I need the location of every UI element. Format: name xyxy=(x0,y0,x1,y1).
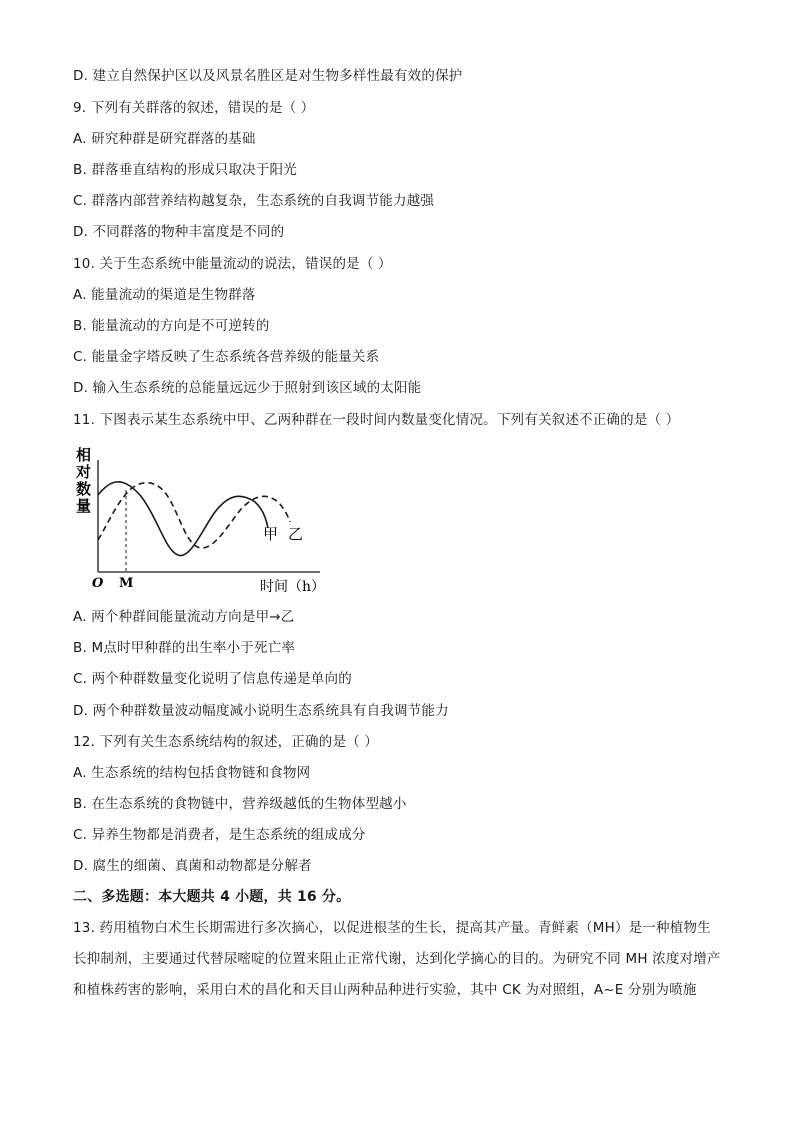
q13-stem: 13. 药用植物白术生长期需进行多次摘心，以促进根茎的生长，提高其产量。青鲜素（MH）是一种植物生长抑制剂，主要通过代替尿嘧啶的位置来阻止正常代谢，达到化学摘心的目的。为研究不同 MH 浓度对增产和植株药害的影响，采用白术的昌化和天目山两种品种进行实验，其中 CK 为对照组，A~E 分别为喷施 xyxy=(73,920,721,998)
q10-option-a: A. 能量流动的渠道是生物群落 xyxy=(73,287,256,303)
q9-option-a: A. 研究种群是研究群落的基础 xyxy=(73,131,256,147)
population-figure xyxy=(70,440,340,600)
q11-option-c: C. 两个种群数量变化说明了信息传递是单向的 xyxy=(73,671,352,687)
q11-option-a: A. 两个种群间能量流动方向是甲→乙 xyxy=(73,609,295,625)
q9-option-d: D. 不同群落的物种丰富度是不同的 xyxy=(73,224,285,240)
q12-option-c: C. 异养生物都是消费者，是生态系统的组成成分 xyxy=(73,827,366,843)
m-label: M xyxy=(119,576,134,591)
q9-stem: 9. 下列有关群落的叙述，错误的是（ ） xyxy=(73,100,315,116)
q12-option-b: B. 在生态系统的食物链中，营养级越低的生物体型越小 xyxy=(73,796,407,812)
q10-option-d: D. 输入生态系统的总能量远远少于照射到该区域的太阳能 xyxy=(73,380,422,396)
ylabel-char-4: 量 xyxy=(76,497,92,515)
q11-stem: 11. 下图表示某生态系统中甲、乙两种群在一段时间内数量变化情况。下列有关叙述不正确的是（ ） xyxy=(73,412,680,428)
q11-option-d: D. 两个种群数量波动幅度减小说明生态系统具有自我调节能力 xyxy=(73,703,449,719)
q10-option-c: C. 能量金字塔反映了生态系统各营养级的能量关系 xyxy=(73,349,380,365)
xlabel: 时间（h） xyxy=(260,579,326,595)
series-yi-curve xyxy=(98,483,290,548)
q10-stem: 10. 关于生态系统中能量流动的说法，错误的是（ ） xyxy=(73,256,392,272)
q9-option-c: C. 群落内部营养结构越复杂，生态系统的自我调节能力越强 xyxy=(73,193,435,209)
origin-label: O xyxy=(92,576,104,591)
q10-option-b: B. 能量流动的方向是不可逆转的 xyxy=(73,318,270,334)
q12-option-d: D. 腐生的细菌、真菌和动物都是分解者 xyxy=(73,858,312,874)
series-jia-curve xyxy=(98,482,268,556)
q9-option-b: B. 群落垂直结构的形成只取决于阳光 xyxy=(73,162,297,178)
series-jia-label: 甲 xyxy=(263,525,279,543)
ylabel-char-3: 数 xyxy=(76,480,92,498)
section-title: 二、多选题：本大题共 4 小题，共 16 分。 xyxy=(73,889,351,905)
q12-option-a: A. 生态系统的结构包括食物链和食物网 xyxy=(73,765,311,781)
q11-option-b: B. M点时甲种群的出生率小于死亡率 xyxy=(73,640,296,656)
q12-stem: 12. 下列有关生态系统结构的叙述，正确的是（ ） xyxy=(73,734,379,750)
q8-option-d: D. 建立自然保护区以及风景名胜区是对生物多样性最有效的保护 xyxy=(73,68,463,84)
series-yi-label: 乙 xyxy=(288,525,304,543)
ylabel-char-1: 相 xyxy=(76,446,92,464)
ylabel-char-2: 对 xyxy=(76,463,92,481)
